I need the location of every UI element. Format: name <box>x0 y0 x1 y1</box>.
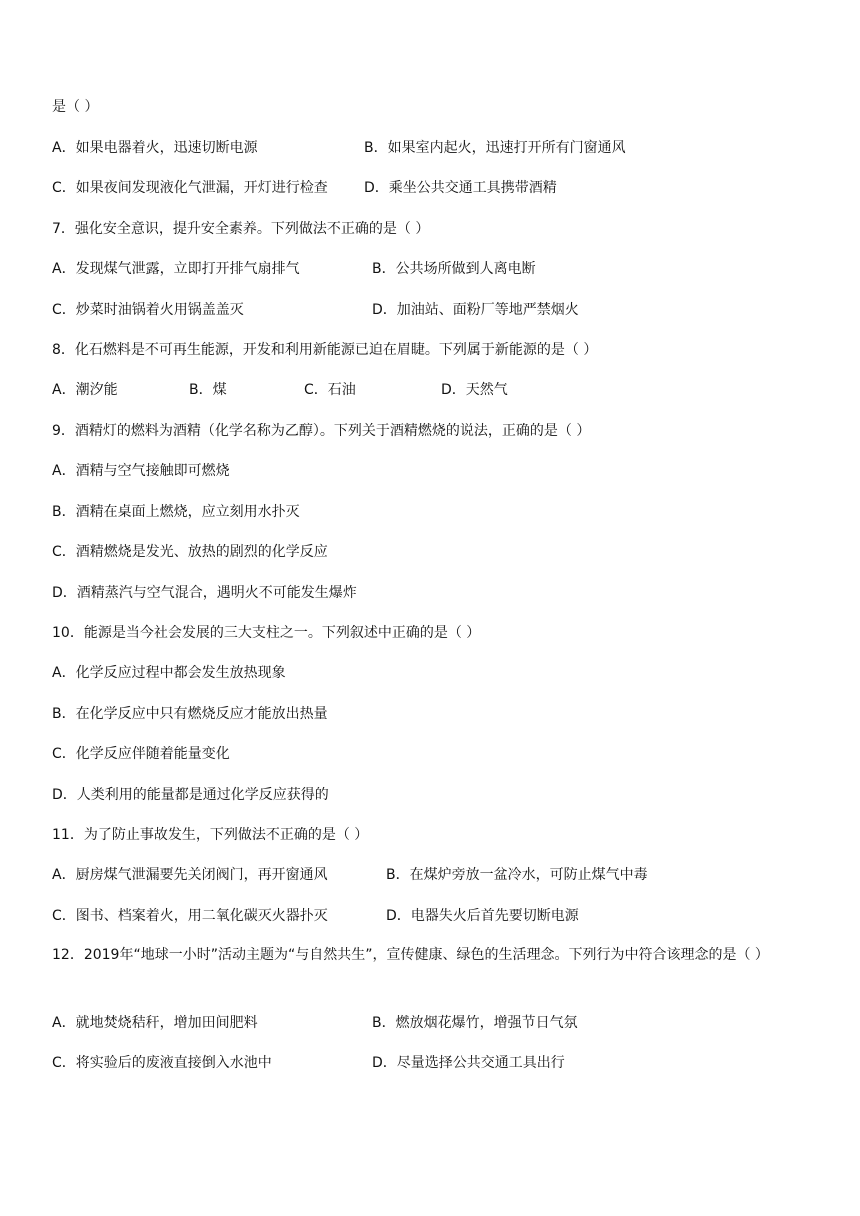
question-8-option-b: B．煤 <box>189 382 227 398</box>
question-11-option-d: D．电器失火后首先要切断电源 <box>386 908 579 924</box>
question-11-option-c: C．图书、档案着火，用二氧化碳灭火器扑灭 <box>52 908 328 924</box>
question-9-option-a: A．酒精与空气接触即可燃烧 <box>52 463 230 479</box>
question-11-option-a: A．厨房煤气泄漏要先关闭阀门，再开窗通风 <box>52 867 328 883</box>
question-7-option-a: A．发现煤气泄露，立即打开排气扇排气 <box>52 261 300 277</box>
question-6-option-a: A．如果电器着火，迅速切断电源 <box>52 140 258 156</box>
question-12-option-d: D．尽量选择公共交通工具出行 <box>372 1055 565 1071</box>
question-12-option-a: A．就地焚烧秸秆，增加田间肥料 <box>52 1015 258 1031</box>
question-8-option-a: A．潮汐能 <box>52 382 118 398</box>
question-10-option-b: B．在化学反应中只有燃烧反应才能放出热量 <box>52 706 328 722</box>
question-12-stem: 12．2019年“地球一小时”活动主题为“与自然共生”，宣传健康、绿色的生活理念。下列行为中符合该理念的是（ ） <box>52 947 769 963</box>
question-7-option-d: D．加油站、面粉厂等地严禁烟火 <box>372 302 579 318</box>
question-9-option-d: D．酒精蒸汽与空气混合，遇明火不可能发生爆炸 <box>52 585 357 601</box>
question-9-option-b: B．酒精在桌面上燃烧，应立刻用水扑灭 <box>52 504 300 520</box>
question-7-stem: 7．强化安全意识，提升安全素养。下列做法不正确的是（ ） <box>52 221 430 237</box>
question-6-option-d: D．乘坐公共交通工具携带酒精 <box>364 180 557 196</box>
question-9-stem: 9．酒精灯的燃料为酒精（化学名称为乙醇）。下列关于酒精燃烧的说法，正确的是（ ） <box>52 423 591 439</box>
question-6-option-b: B．如果室内起火，迅速打开所有门窗通风 <box>364 140 626 156</box>
question-10-option-d: D．人类利用的能量都是通过化学反应获得的 <box>52 787 329 803</box>
question-7-option-b: B．公共场所做到人离电断 <box>372 261 536 277</box>
question-10-option-a: A．化学反应过程中都会发生放热现象 <box>52 665 286 681</box>
question-11-stem: 11．为了防止事故发生，下列做法不正确的是（ ） <box>52 827 369 843</box>
question-10-stem: 10．能源是当今社会发展的三大支柱之一。下列叙述中正确的是（ ） <box>52 625 481 641</box>
question-8-option-d: D．天然气 <box>441 382 508 398</box>
question-6-option-c: C．如果夜间发现液化气泄漏，开灯进行检查 <box>52 180 328 196</box>
question-7-option-c: C．炒菜时油锅着火用锅盖盖灭 <box>52 302 244 318</box>
question-9-option-c: C．酒精燃烧是发光、放热的剧烈的化学反应 <box>52 544 328 560</box>
question-12-option-b: B．燃放烟花爆竹，增强节日气氛 <box>372 1015 578 1031</box>
question-6-stem-tail: 是（ ） <box>52 99 99 115</box>
question-8-option-c: C．石油 <box>304 382 356 398</box>
question-11-option-b: B．在煤炉旁放一盆冷水，可防止煤气中毒 <box>386 867 648 883</box>
question-12-option-c: C．将实验后的废液直接倒入水池中 <box>52 1055 272 1071</box>
question-10-option-c: C．化学反应伴随着能量变化 <box>52 746 230 762</box>
question-8-stem: 8．化石燃料是不可再生能源，开发和利用新能源已迫在眉睫。下列属于新能源的是（ ） <box>52 342 598 358</box>
